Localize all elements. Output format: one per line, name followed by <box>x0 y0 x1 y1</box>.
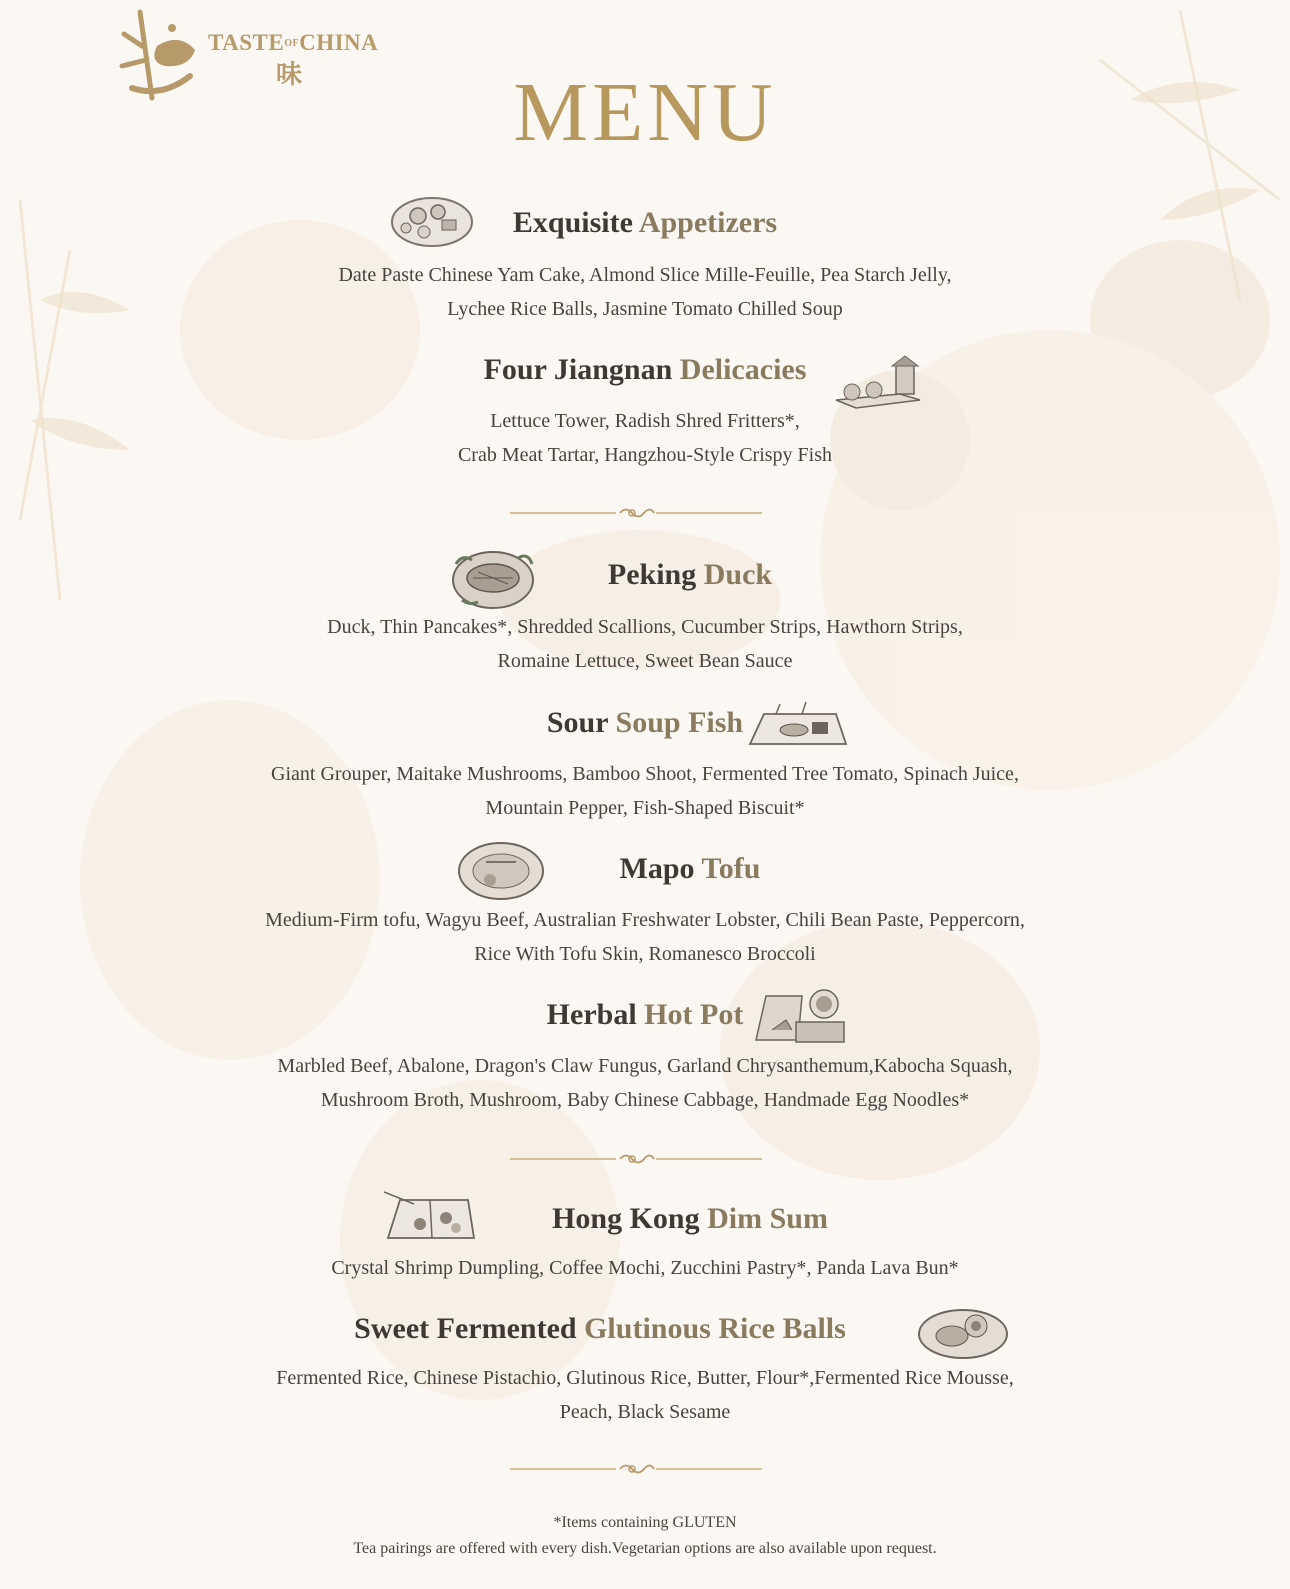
appetizer-platter-icon <box>388 190 476 254</box>
section-heading-mapo-tofu: Mapo Tofu <box>619 852 761 885</box>
section-description-peking-duck: Duck, Thin Pancakes*, Shredded Scallions, Cucumber Strips, Hawthorn Strips, Romaine Lettuce, Sweet Bean Sauce <box>327 616 963 672</box>
rice-ball-bowl-icon <box>916 1302 1010 1366</box>
section-heading-sour-soup-fish: Sour Soup Fish <box>546 706 744 739</box>
section-heading-appetizers: Exquisite Appetizers <box>512 206 778 239</box>
ornament-divider-icon <box>510 1461 762 1477</box>
ornament-divider-icon <box>510 1151 762 1167</box>
brand-name: TASTEOFCHINA <box>208 30 379 55</box>
duck-platter-icon <box>448 544 538 618</box>
menu-title: MENU <box>513 66 777 159</box>
tofu-plate-icon <box>456 840 546 906</box>
section-description-appetizers: Date Paste Chinese Yam Cake, Almond Slice Mille-Feuille, Pea Starch Jelly, Lychee Rice Balls, Jasmine Tomato Chilled Soup <box>338 264 952 320</box>
ornament-divider-icon <box>510 505 762 521</box>
fish-tray-icon <box>746 700 848 756</box>
section-heading-rice-balls: Sweet Fermented Glutinous Rice Balls <box>354 1312 846 1345</box>
section-description-jiangnan: Lettuce Tower, Radish Shred Fritters*, Crab Meat Tartar, Hangzhou-Style Crispy Fish <box>457 410 833 466</box>
dim-sum-box-icon <box>384 1188 478 1250</box>
section-description-rice-balls: Fermented Rice, Chinese Pistachio, Glutinous Rice, Butter, Flour*,Fermented Rice Mousse, Peach, Black Sesame <box>276 1367 1014 1423</box>
section-heading-dim-sum: Hong Kong Dim Sum <box>552 1202 828 1235</box>
section-description-sour-soup-fish: Giant Grouper, Maitake Mushrooms, Bamboo Shoot, Fermented Tree Tomato, Spinach Juice, Mountain Pepper, Fish-Shaped Biscuit* <box>271 763 1019 819</box>
brand-chinese-char: 味 <box>276 60 303 90</box>
section-description-herbal-hot-pot: Marbled Beef, Abalone, Dragon's Claw Fungus, Garland Chrysanthemum,Kabocha Squash, Mushroom Broth, Mushroom, Baby Chinese Cabbage, Handmade Egg Noodles* <box>277 1055 1013 1111</box>
hot-pot-icon <box>752 986 848 1050</box>
section-heading-peking-duck: Peking Duck <box>607 558 773 591</box>
gluten-note: *Items containing GLUTEN <box>553 1514 737 1531</box>
delicacies-tray-icon <box>830 354 926 418</box>
section-description-mapo-tofu: Medium-Firm tofu, Wagyu Beef, Australian Freshwater Lobster, Chili Bean Paste, Peppercorn, Rice With Tofu Skin, Romanesco Broccoli <box>265 909 1025 965</box>
footer-info: Tea pairings are offered with every dish.Vegetarian options are also available upon request. <box>353 1540 937 1557</box>
section-description-dim-sum: Crystal Shrimp Dumpling, Coffee Mochi, Zucchini Pastry*, Panda Lava Bun* <box>331 1257 959 1279</box>
section-heading-jiangnan: Four Jiangnan Delicacies <box>483 353 807 386</box>
section-heading-herbal-hot-pot: Herbal Hot Pot <box>546 998 744 1031</box>
